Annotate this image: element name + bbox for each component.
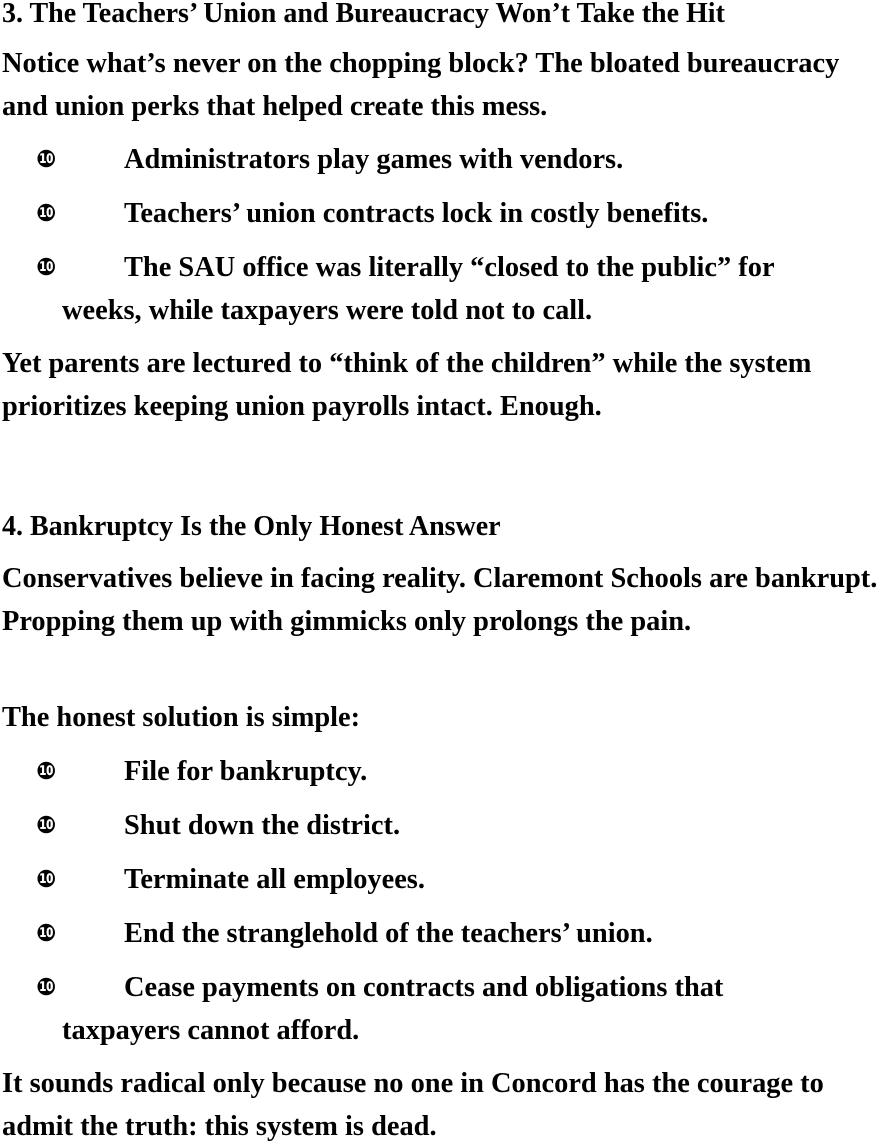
bullet-text: Administrators play games with vendors. — [124, 144, 624, 175]
bullet-text: Shut down the district. — [124, 810, 401, 841]
bullet-marker-icon: ❿ — [36, 253, 57, 281]
bullet-marker-icon: ❿ — [36, 145, 57, 173]
bullet-text: Teachers’ union contracts lock in costly benefits. — [124, 198, 709, 229]
bullet-marker-icon: ❿ — [36, 811, 57, 839]
section-4-closing: It sounds radical only because no one in Concord has the courage to admit the truth: this system is dead. — [2, 1068, 824, 1142]
section-4-heading: 4. Bankruptcy Is the Only Honest Answer — [2, 511, 501, 542]
bullet-marker-icon: ❿ — [36, 757, 57, 785]
bullet-text: The SAU office was literally “closed to the public” for — [124, 252, 775, 283]
bullet-marker-icon: ❿ — [36, 199, 57, 227]
bullet-text-continuation: weeks, while taxpayers were told not to call. — [62, 295, 593, 326]
bullet-text: Cease payments on contracts and obligations that — [124, 972, 724, 1003]
bullet-marker-icon: ❿ — [36, 973, 57, 1001]
section-3-closing: Yet parents are lectured to “think of the children” while the system prioritizes keeping union payrolls intact. Enough. — [2, 348, 812, 422]
bullet-marker-icon: ❿ — [36, 919, 57, 947]
bullet-text-continuation: taxpayers cannot afford. — [62, 1015, 360, 1046]
bullet-marker-icon: ❿ — [36, 865, 57, 893]
section-4-intro: Conservatives believe in facing reality. Claremont Schools are bankrupt. Propping them up with gimmicks only prolongs the pain. — [2, 563, 878, 637]
bullet-text: Terminate all employees. — [124, 864, 425, 895]
bullet-text: File for bankruptcy. — [124, 756, 368, 787]
section-3-heading: 3. The Teachers’ Union and Bureaucracy Won’t Take the Hit — [2, 0, 725, 29]
bullet-text: End the stranglehold of the teachers’ union. — [124, 918, 653, 949]
section-4-lead: The honest solution is simple: — [2, 702, 361, 733]
section-3-intro: Notice what’s never on the chopping block? The bloated bureaucracy and union perks that helped create this mess. — [2, 48, 840, 122]
